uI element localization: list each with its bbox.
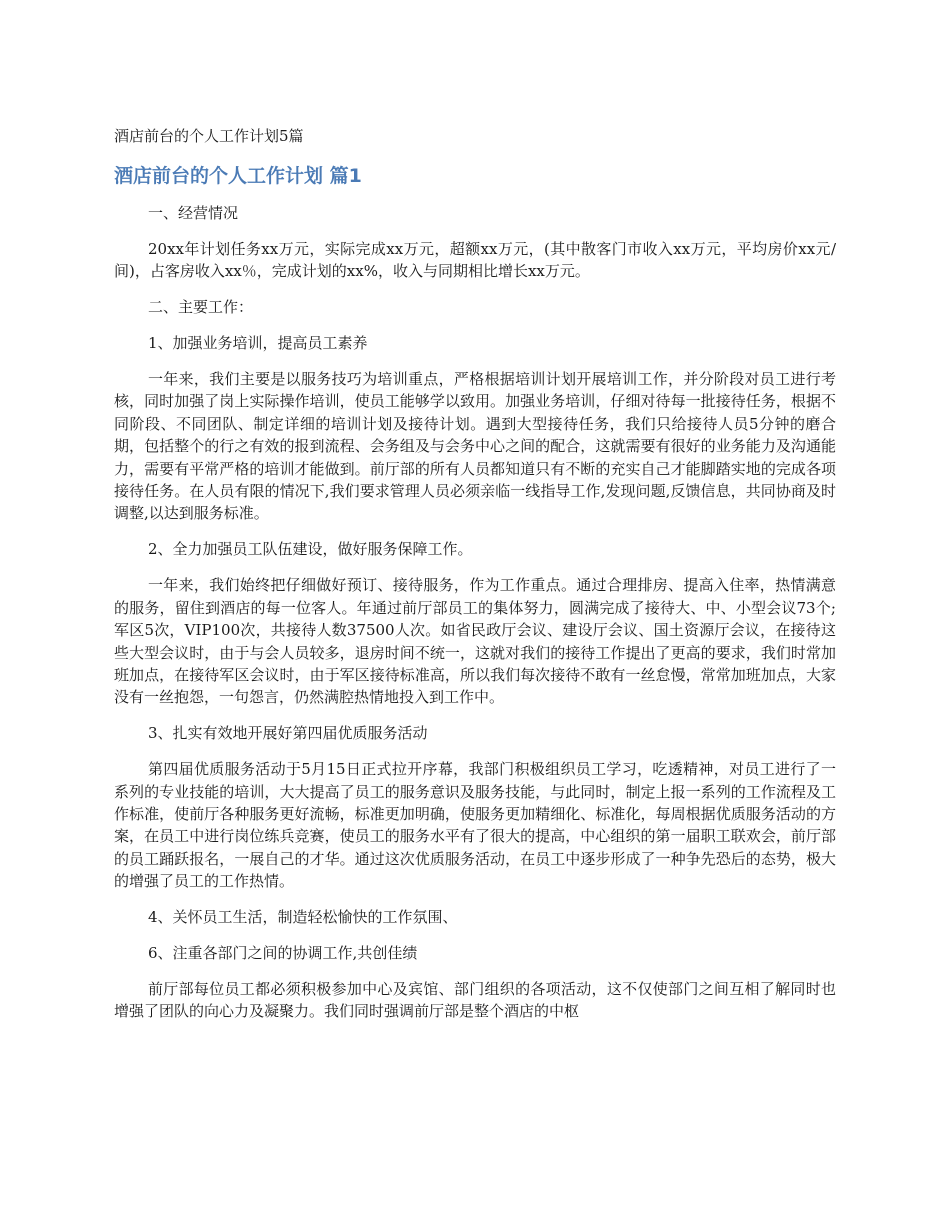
subsection-title: 1、加强业务培训，提高员工素养 [148, 334, 368, 353]
paragraph: 一年来，我们始终把仔细做好预订、接待服务，作为工作重点。通过合理排房、提高入住率，热情满意的服务，留住到酒店的每一位客人。年通过前厅部员工的集体努力，圆满完成了接待大、中、小型会议73个;军区5次，VIP100次，共接待人数37500人次。如省民政厅会议、建设厅会议、国土资源厅会议，在接待这些大型会议时，由于与会人员较多，退房时间不统一，这就对我们的接待工作提出了更高的要求，我们时常加班加点，在接待军区会议时，由于军区接待标准高，所以我们每次接待不敢有一丝怠慢，常常加班加点，大家没有一丝抱怨，一句怨言，仍然满腔热情地投入到工作中。 [114, 576, 836, 707]
document-page [114, 124, 836, 1036]
paragraph: 一年来，我们主要是以服务技巧为培训重点，严格根据培训计划开展培训工作，并分阶段对员工进行考核，同时加强了岗上实际操作培训，使员工能够学以致用。加强业务培训，仔细对待每一批接待任务，根据不同阶段、不同团队、制定详细的培训计划及接待计划。遇到大型接待任务，我们只给接待人员5分钟的磨合期，包括整个的行之有效的报到流程、会务组及与会务中心之间的配合，这就需要有很好的业务能力及沟通能力，需要有平常严格的培训才能做到。前厅部的所有人员都知道只有不断的充实自己才能脚踏实地的完成各项接待任务。在人员有限的情况下,我们要求管理人员必须亲临一线指导工作,发现问题,反馈信息，共同协商及时调整,以达到服务标准。 [114, 370, 836, 523]
section-title-main-work: 二、主要工作： [148, 298, 254, 317]
paragraph: 20xx年计划任务xx万元，实际完成xx万元，超额xx万元，(其中散客门市收入xx万元，平均房价xx元/间)，占客房收入xx％，完成计划的xx%，收入与同期相比增长xx万元。 [114, 239, 836, 281]
subsection-title: 2、全力加强员工队伍建设，做好服务保障工作。 [148, 540, 473, 559]
subsection-title: 6、注重各部门之间的协调工作,共创佳绩 [148, 943, 418, 962]
subsection-title: 3、扎实有效地开展好第四届优质服务活动 [148, 724, 428, 743]
section-title-operations: 一、经营情况 [148, 204, 239, 222]
paragraph: 前厅部每位员工都必须积极参加中心及宾馆、部门组织的各项活动，这不仅使部门之间互相了解同时也增强了团队的向心力及凝聚力。我们同时强调前厅部是整个酒店的中枢 [114, 979, 836, 1021]
paragraph: 第四届优质服务活动于5月15日正式拉开序幕，我部门积极组织员工学习，吃透精神，对员工进行了一系列的专业技能的培训，大大提高了员工的服务意识及服务技能，与此同时，制定上报一系列的工作流程及工作标准，使前厅各种服务更好流畅，标准更加明确，使服务更加精细化、标准化，每周根据优质服务活动的方案，在员工中进行岗位练兵竞赛，使员工的服务水平有了很大的提高，中心组织的第一届职工联欢会，前厅部的员工踊跃报名，一展自己的才华。通过这次优质服务活动，在员工中逐步形成了一种争先恐后的态势，极大的增强了员工的工作热情。 [114, 760, 836, 891]
document-title: 酒店前台的个人工作计划5篇 [114, 127, 304, 145]
subsection-title: 4、关怀员工生活，制造轻松愉快的工作氛围、 [148, 908, 458, 927]
section-heading: 酒店前台的个人工作计划 篇1 [114, 165, 362, 187]
